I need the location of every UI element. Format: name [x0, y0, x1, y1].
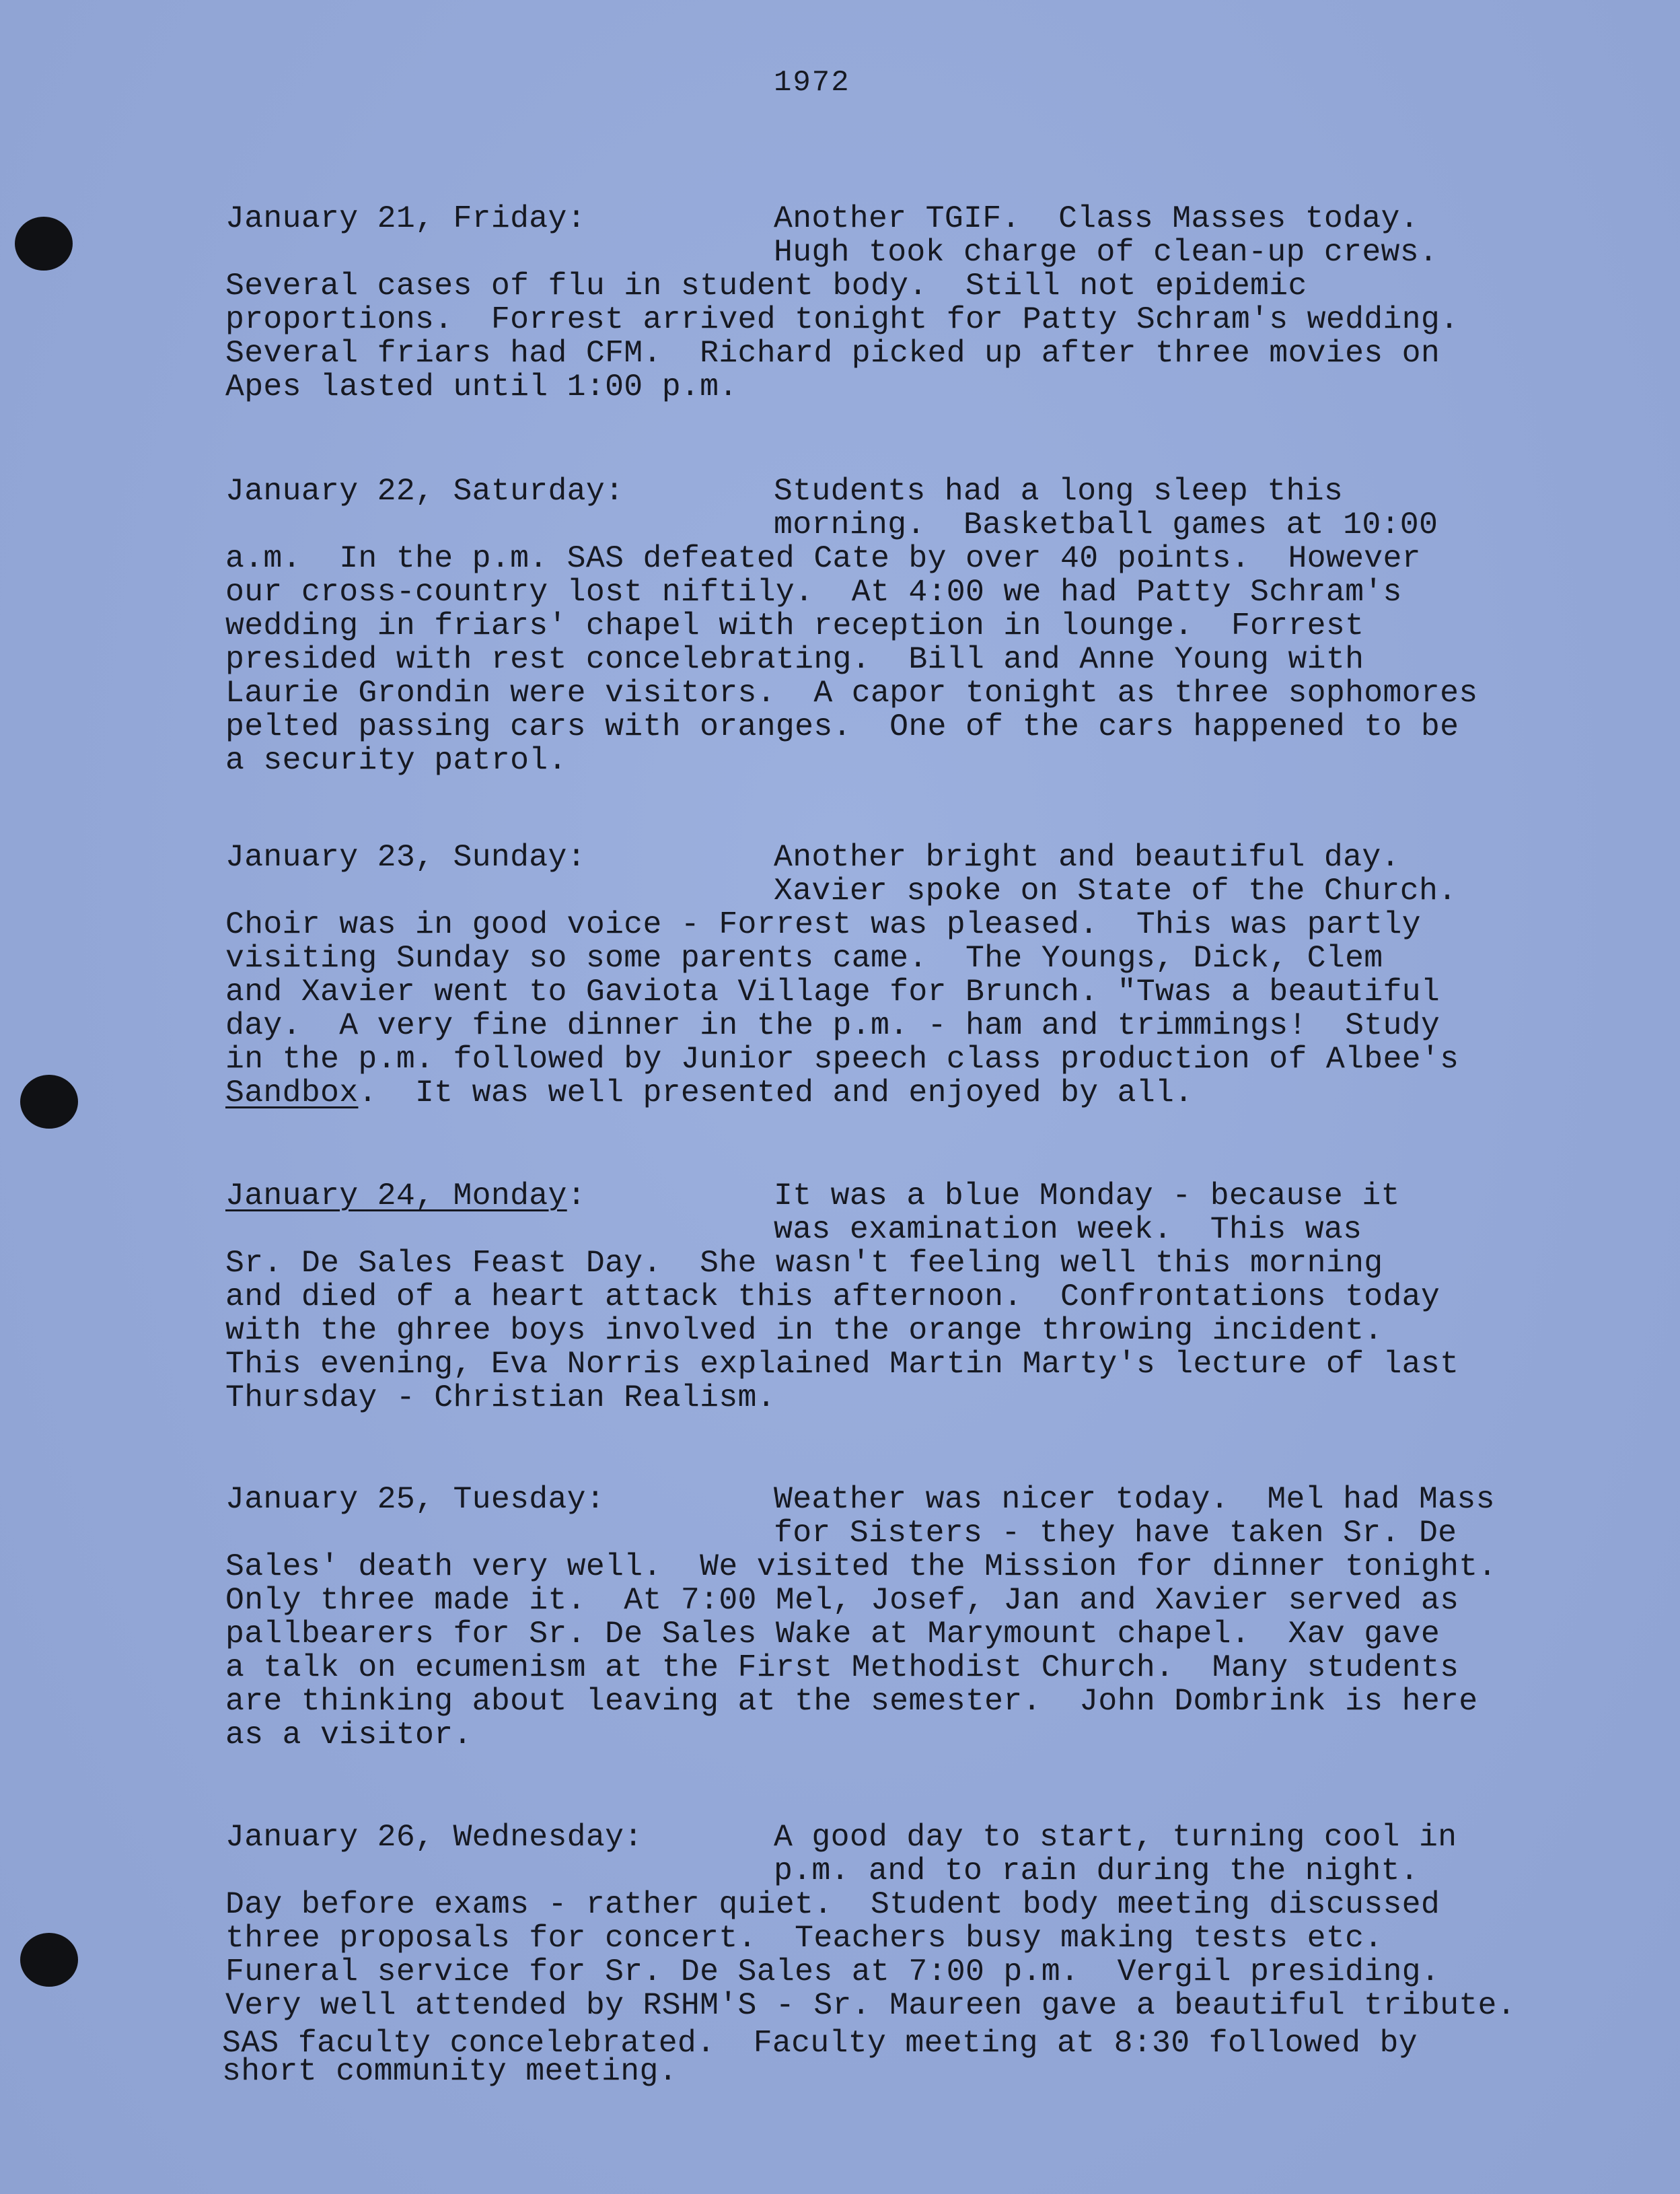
entry-body-line: Only three made it. At 7:00 Mel, Josef, Jan and Xavier served as [225, 1582, 1459, 1618]
entry-body-line: pelted passing cars with oranges. One of the cars happened to be [225, 709, 1459, 744]
entry-body-line: short community meeting. [222, 2053, 678, 2089]
entry-date-colon: : [567, 1178, 586, 1213]
entry-body-line: Laurie Grondin were visitors. A capor tonight as three sophomores [225, 675, 1478, 711]
entry-body-line: Several friars had CFM. Richard picked up after three movies on [225, 335, 1440, 371]
entry-body-line: Thursday - Christian Realism. [225, 1380, 776, 1415]
binder-hole-middle [20, 1075, 78, 1129]
entry-first-line: Another bright and beautiful day. [774, 839, 1400, 875]
entry-body-line: three proposals for concert. Teachers busy making tests etc. [225, 1920, 1383, 1956]
entry-body-line: a talk on ecumenism at the First Methodist Church. Many students [225, 1650, 1459, 1685]
entry-second-line: for Sisters - they have taken Sr. De [774, 1515, 1457, 1551]
entry-date: January 23, Sunday: [225, 839, 586, 875]
entry-header-line [225, 841, 1611, 874]
entry-header-line [225, 1483, 1611, 1516]
entry-body-line: pallbearers for Sr. De Sales Wake at Marymount chapel. Xav gave [225, 1616, 1440, 1652]
entry-body-line: a.m. In the p.m. SAS defeated Cate by over 40 points. However [225, 540, 1421, 576]
entry-body-text: . It was well presented and enjoyed by all. [358, 1075, 1194, 1110]
entry-body-line: SAS faculty concelebrated. Faculty meeting at 8:30 followed by [222, 2025, 1418, 2061]
entry-body-line: Funeral service for Sr. De Sales at 7:00 p.m. Vergil presiding. [225, 1954, 1440, 1989]
entry-header-line [225, 1179, 1611, 1213]
entry-date: January 25, Tuesday: [225, 1481, 606, 1517]
entry-second-line: was examination week. This was [774, 1211, 1362, 1247]
entry-first-line: It was a blue Monday - because it [774, 1178, 1400, 1213]
entry-date: January 21, Friday: [225, 201, 586, 236]
entry-body-line: Sr. De Sales Feast Day. She wasn't feeling well this morning [225, 1245, 1383, 1281]
entry-body-line: Apes lasted until 1:00 p.m. [225, 369, 738, 404]
binder-hole-top [15, 217, 73, 271]
entry-jan-25 [225, 1483, 1611, 1752]
entry-first-line: Weather was nicer today. Mel had Mass [774, 1481, 1495, 1517]
entry-body-line: proportions. Forrest arrived tonight for Patty Schram's wedding. [225, 302, 1459, 337]
entry-body-line: with the ghree boys involved in the orange throwing incident. [225, 1312, 1383, 1348]
entry-body-line: day. A very fine dinner in the p.m. - ham and trimmings! Study [225, 1007, 1440, 1043]
entry-first-line: A good day to start, turning cool in [774, 1819, 1457, 1855]
entry-body-line: wedding in friars' chapel with reception in lounge. Forrest [225, 608, 1364, 643]
entry-jan-23 [225, 841, 1611, 1110]
entry-body-line: visiting Sunday so some parents came. The Youngs, Dick, Clem [225, 940, 1383, 976]
entry-second-line: p.m. and to rain during the night. [774, 1853, 1419, 1888]
entry-date: January 22, Saturday: [225, 473, 624, 509]
entry-body-line: are thinking about leaving at the semester. John Dombrink is here [225, 1683, 1478, 1719]
entry-jan-24 [225, 1179, 1611, 1415]
entry-body-line: Several cases of flu in student body. Still not epidemic [225, 268, 1307, 304]
entry-body-line: Choir was in good voice - Forrest was pleased. This was partly [225, 907, 1421, 942]
entry-date: January 26, Wednesday: [225, 1819, 643, 1855]
entry-second-line: Xavier spoke on State of the Church. [774, 873, 1457, 909]
entry-body-line: a security patrol. [225, 742, 567, 778]
entry-header-line [225, 474, 1611, 508]
entry-body-line: and Xavier went to Gaviota Village for Brunch. "Twas a beautiful [225, 974, 1440, 1010]
page-year: 1972 [774, 66, 850, 100]
entry-body-line: and died of a heart attack this afternoon. Confrontations today [225, 1279, 1440, 1314]
entry-body-line: presided with rest concelebrating. Bill and Anne Young with [225, 641, 1364, 677]
entry-header-line [225, 202, 1611, 236]
entry-second-line: morning. Basketball games at 10:00 [774, 507, 1438, 542]
entry-jan-22 [225, 474, 1611, 777]
entry-body-line: Very well attended by RSHM'S - Sr. Maureen gave a beautiful tribute. [225, 1987, 1516, 2023]
entry-body-line [225, 1076, 1611, 1110]
entry-jan-26 [222, 1819, 1611, 2089]
entry-body-line: our cross-country lost niftily. At 4:00 we had Patty Schram's [225, 574, 1402, 610]
entry-body-line: in the p.m. followed by Junior speech class production of Albee's [225, 1041, 1459, 1077]
entry-body-line: Day before exams - rather quiet. Student body meeting discussed [225, 1886, 1440, 1922]
entry-second-line: Hugh took charge of clean-up crews. [774, 234, 1438, 270]
entry-first-line: Students had a long sleep this [774, 473, 1344, 509]
entry-date-underlined: January 24, Monday [225, 1178, 567, 1213]
entry-body-line: This evening, Eva Norris explained Martin Marty's lecture of last [225, 1346, 1459, 1382]
entry-body-line: Sales' death very well. We visited the Mission for dinner tonight. [225, 1549, 1497, 1584]
entry-first-line: Another TGIF. Class Masses today. [774, 201, 1419, 236]
entry-header-line [225, 1820, 1611, 1854]
entry-body-line: as a visitor. [225, 1717, 472, 1753]
entry-date [225, 1179, 586, 1213]
entry-jan-21 [225, 202, 1611, 404]
binder-hole-bottom [20, 1933, 78, 1987]
play-title: Sandbox [225, 1075, 359, 1110]
